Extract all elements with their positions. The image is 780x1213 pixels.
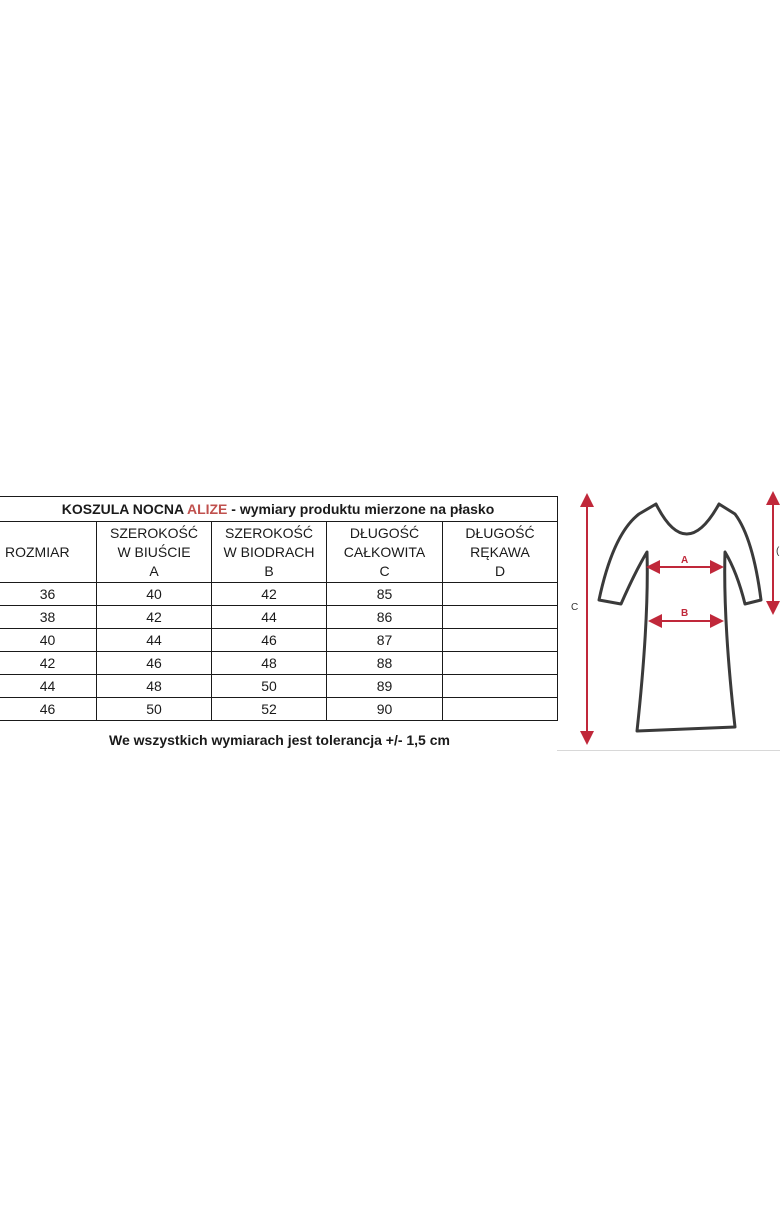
table-cell: [443, 606, 558, 629]
title-suffix: - wymiary produktu mierzone na płasko: [227, 501, 495, 517]
table-cell: 86: [327, 606, 443, 629]
table-cell: 44: [212, 606, 327, 629]
table-cell: 46: [212, 629, 327, 652]
table-cell: 50: [212, 675, 327, 698]
table-cell: [443, 675, 558, 698]
table-cell: 36: [0, 583, 97, 606]
table-row: [0, 583, 558, 606]
label-c: C: [571, 602, 579, 613]
table-cell: 52: [212, 698, 327, 721]
table-cell: 87: [327, 629, 443, 652]
header-row: [0, 522, 558, 583]
header-total-length: DŁUGOŚĆ CAŁKOWITA C: [327, 522, 443, 583]
table-cell: 89: [327, 675, 443, 698]
header-sleeve-length: DŁUGOŚĆ RĘKAWA D: [443, 522, 558, 583]
label-d: (: [776, 546, 780, 557]
table-cell: 46: [0, 698, 97, 721]
table-cell: 40: [0, 629, 97, 652]
size-table: [0, 496, 558, 721]
table-cell: 48: [97, 675, 212, 698]
table-row: [0, 629, 558, 652]
table-cell: 42: [97, 606, 212, 629]
header-bust-width: SZEROKOŚĆ W BIUŚCIE A: [97, 522, 212, 583]
label-a: A: [681, 555, 689, 566]
table-cell: 42: [0, 652, 97, 675]
garment-diagram: [557, 490, 780, 751]
nightgown-outline: [599, 504, 761, 731]
table-cell: 42: [212, 583, 327, 606]
label-b: B: [681, 608, 689, 619]
table-cell: 90: [327, 698, 443, 721]
table-cell: 44: [0, 675, 97, 698]
table-cell: 38: [0, 606, 97, 629]
table-cell: 46: [97, 652, 212, 675]
title-brand: ALIZE: [186, 501, 228, 517]
table-cell: [443, 583, 558, 606]
diagram-baseline: [557, 750, 780, 751]
table-cell: 88: [327, 652, 443, 675]
header-hip-width: SZEROKOŚĆ W BIODRACH B: [212, 522, 327, 583]
table-row: [0, 606, 558, 629]
table-cell: [443, 652, 558, 675]
table-title: [0, 497, 558, 522]
table-cell: 44: [97, 629, 212, 652]
table-row: [0, 698, 558, 721]
table-row: [0, 675, 558, 698]
table-cell: 48: [212, 652, 327, 675]
tolerance-note: We wszystkich wymiarach jest tolerancja +/- 1,5 cm: [109, 732, 450, 748]
table-cell: [443, 629, 558, 652]
table-cell: 50: [97, 698, 212, 721]
table-cell: 85: [327, 583, 443, 606]
table-cell: 40: [97, 583, 212, 606]
table-row: [0, 652, 558, 675]
title-prefix: KOSZULA NOCNA: [61, 501, 187, 517]
header-size: ROZMIAR: [0, 522, 97, 583]
table-body: [0, 583, 558, 721]
table-cell: [443, 698, 558, 721]
